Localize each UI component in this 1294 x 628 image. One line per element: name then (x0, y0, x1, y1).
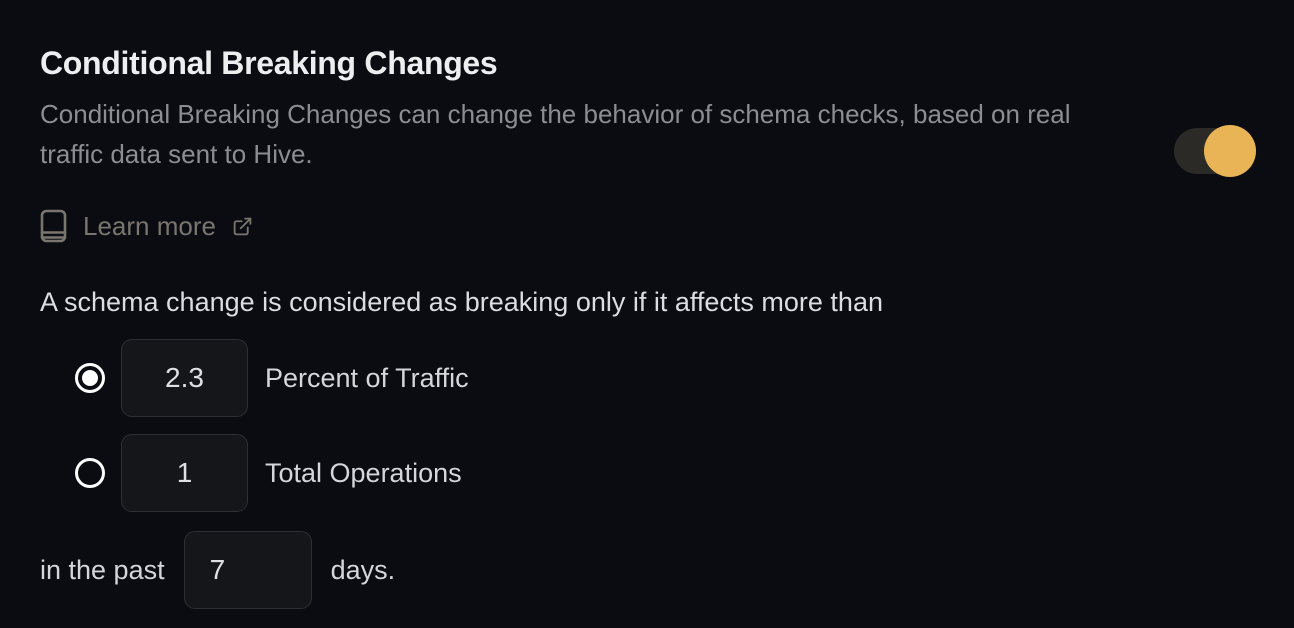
toggle-thumb (1204, 125, 1256, 177)
days-input[interactable] (184, 531, 312, 609)
total-operations-label: Total Operations (265, 457, 462, 488)
radio-total-operations[interactable] (75, 458, 105, 488)
period-row (40, 531, 395, 609)
description-line: Conditional Breaking Changes can change the behavior of schema checks, based on real (40, 99, 1071, 129)
learn-more-label: Learn more (83, 210, 216, 241)
total-operations-row (75, 434, 462, 512)
book-icon (40, 209, 67, 243)
period-suffix: days. (330, 554, 396, 585)
learn-more-link[interactable] (40, 207, 253, 245)
conditional-breaking-changes-toggle[interactable] (1172, 125, 1256, 177)
page-title: Conditional Breaking Changes (40, 45, 498, 81)
percent-of-traffic-row (75, 339, 469, 417)
description-line: traffic data sent to Hive. (40, 139, 313, 169)
percent-of-traffic-input[interactable] (121, 339, 248, 417)
radio-percent-of-traffic[interactable] (75, 363, 105, 393)
section-description (40, 94, 1071, 174)
percent-of-traffic-label: Percent of Traffic (265, 362, 469, 393)
period-prefix: in the past (40, 554, 165, 585)
breaking-rule-intro: A schema change is considered as breaking only if it affects more than (40, 287, 883, 317)
total-operations-input[interactable] (121, 434, 248, 512)
external-link-icon (232, 216, 253, 237)
